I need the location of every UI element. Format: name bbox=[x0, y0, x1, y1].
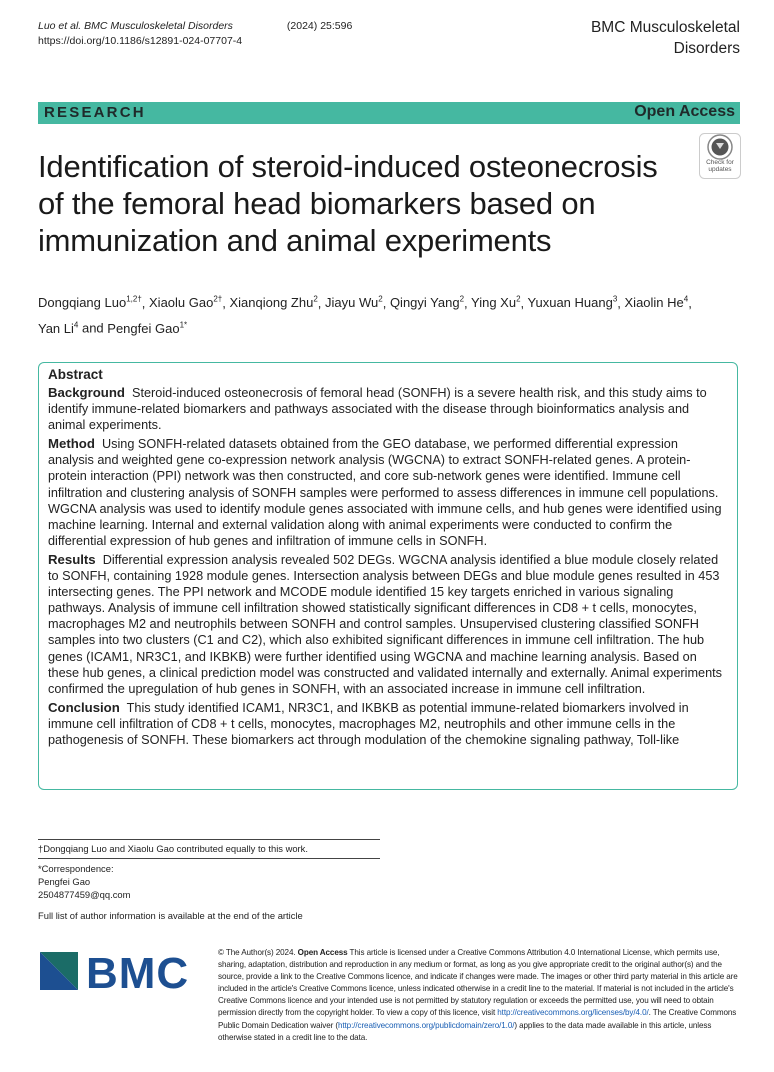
journal-name bbox=[591, 17, 740, 59]
author[interactable]: Xianqiong Zhu$^2$ bbox=[229, 295, 318, 311]
year-volume: (2024) 25:596 bbox=[286, 20, 353, 32]
author[interactable]: Xiaolu Gao$^{2\dagger}$ bbox=[149, 295, 223, 311]
footnote-rule-2 bbox=[38, 858, 380, 859]
check-line-2: updates bbox=[708, 166, 732, 173]
license-link[interactable]: http://creativecommons.org/licenses/by/4.0/ bbox=[497, 1008, 649, 1018]
author[interactable]: Pengfei Gao$^{1*}$ bbox=[107, 320, 188, 336]
author-info-note: Full list of author information is available at the end of the article bbox=[38, 910, 303, 921]
bmc-logo bbox=[40, 950, 200, 992]
public-domain-link[interactable]: http://creativecommons.org/publicdomain/zero/1.0/ bbox=[337, 1020, 515, 1030]
author[interactable]: Dongqiang Luo$^{1,2\dagger}$ bbox=[38, 295, 142, 311]
open-access-label: Open Access bbox=[634, 103, 735, 120]
journal-line-1: BMC Musculoskeletal bbox=[590, 19, 740, 36]
abstract-results: Results Differential expression analysis revealed 502 DEGs. WGCNA analysis identified a blue module closely related to SONFH, containing 1928 module genes. Intersection analysis between DEGs and blue module genes resulted in 453 intersecting genes. The PPI network and MCODE module identified 15 key targets enriched in various signaling pathways. Analysis of immune cell infiltration showed statistically significant differences in CD8 + t cells, monocytes, macrophages M2 and neutrophils between SONFH and control samples. Unsupervised clustering classified SONFH samples into two clusters (C1 and C2), which also exhibited significant differences in immune cell infiltration. The hub genes (ICAM1, NR3C1, and IKBKB) were further identified using WGCNA and machine learning analysis. Based on these hub genes, a clinical prediction model was constructed and validated internally and externally. Animal experiments confirmed the upregulation of hub genes in SONFH, with an associated increase in immune cell infiltration. bbox=[48, 551, 722, 696]
author[interactable]: Yuxuan Huang$^3$ bbox=[527, 295, 618, 311]
author[interactable]: Xiaolin He$^4$ bbox=[624, 295, 689, 311]
section-banner bbox=[38, 102, 740, 124]
abstract-box bbox=[38, 362, 738, 790]
correspondence-name: Pengfei Gao bbox=[38, 876, 91, 887]
check-line-1: Check for bbox=[706, 159, 734, 166]
bmc-logo-icon bbox=[40, 950, 200, 992]
author[interactable]: Qingyi Yang$^2$ bbox=[389, 295, 465, 311]
equal-contribution-note: †Dongqiang Luo and Xiaolu Gao contributed equally to this work. bbox=[38, 843, 308, 854]
check-for-updates-badge[interactable] bbox=[699, 133, 741, 179]
author[interactable]: Jiayu Wu$^2$ bbox=[325, 295, 383, 311]
author-list: Dongqiang Luo$^{1,2\dagger}$, Xiaolu Gao$^{2\dagger}$, Xianqiong Zhu$^2$, Jiayu Wu$^2$, Qingyi Yang$^2$, Ying Xu$^2$, Yuxuan Huang$^3$, Xiaolin He$^4$, Yan Li$^4$ and Pengfei Gao$^{1*}$ bbox=[38, 295, 692, 336]
doi-link[interactable]: https://doi.org/10.1186/s12891-024-07707-4 bbox=[38, 35, 243, 47]
article-title: Identification of steroid-induced osteonecrosis of the femoral head biomarkers based on immunization and animal experiments bbox=[38, 149, 658, 258]
correspondence-label: *Correspondence: bbox=[38, 863, 114, 874]
journal-line-2: Disorders bbox=[673, 40, 740, 57]
citation: Luo et al. BMC Musculoskeletal Disorders bbox=[38, 20, 233, 32]
section-label: RESEARCH bbox=[44, 104, 146, 121]
license-text: © The Author(s) 2024. Open Access This article is licensed under a Creative Commons Attribution 4.0 International License, which permits use, sharing, adaptation, distribution and reproduction in any medium or format, as long as you give appropriate credit to the original author(s) and the source, provide a link to the Creative Commons licence, and indicate if changes were made. The images or other third party material in this article are included in the article's Creative Commons licence, unless indicated otherwise in a credit line to the material. If material is not included in the article's Creative Commons licence and your intended use is not permitted by statutory regulation or exceeds the permitted use, you will need to obtain permission directly from the copyright holder. To view a copy of this licence, visit http://creativecommons.org/licenses/by/4.0/. The Creative Commons Public Domain Dedication waiver (http://creativecommons.org/publicdomain/zero/1.0/) applies to the data made available in this article, unless otherwise stated in a credit line to the data. bbox=[218, 948, 738, 1042]
abstract-conclusion: Conclusion This study identified ICAM1, NR3C1, and IKBKB as potential immune-related biomarkers involved in immune cell infiltration of CD8 + t cells, monocytes, macrophages M2, neutrophils and other immune cells in the pathogenesis of SONFH. These biomarkers act through modulation of the chemokine signaling pathway, Toll-like bbox=[48, 699, 689, 747]
abstract-heading: Abstract bbox=[48, 367, 103, 382]
abstract-method: Method Using SONFH-related datasets obtained from the GEO database, we performed differential expression analysis and weighted gene co-expression network analysis (WGCNA) to extract SONFH-related genes. A protein-protein interaction (PPI) network was then constructed, and core sub-network genes were identified. Immune cell infiltration and clustering analysis of SONFH samples were performed to assess differences in immune cell populations. WGCNA analysis was used to identify module genes associated with immune cells, and hub genes were identified using machine learning. Internal and external validation along with animal experiments were conducted to confirm the differential expression of hub genes and infiltration of immune cells in SONFH. bbox=[48, 436, 722, 548]
footnote-rule-1 bbox=[38, 839, 380, 840]
svg-text:BMC: BMC bbox=[86, 950, 190, 992]
author[interactable]: Ying Xu$^2$ bbox=[471, 295, 521, 311]
abstract-background: Background Steroid-induced osteonecrosis of femoral head (SONFH) is a severe health risk, and this study aims to identify immune-related biomarkers and pathways associated with the disease through bioinformatics analysis and animal experiments. bbox=[48, 385, 707, 433]
author[interactable]: Yan Li$^4$ bbox=[38, 320, 79, 336]
correspondence bbox=[38, 862, 130, 901]
running-header bbox=[38, 19, 352, 49]
correspondence-email[interactable]: 2504877459@qq.com bbox=[38, 889, 131, 900]
